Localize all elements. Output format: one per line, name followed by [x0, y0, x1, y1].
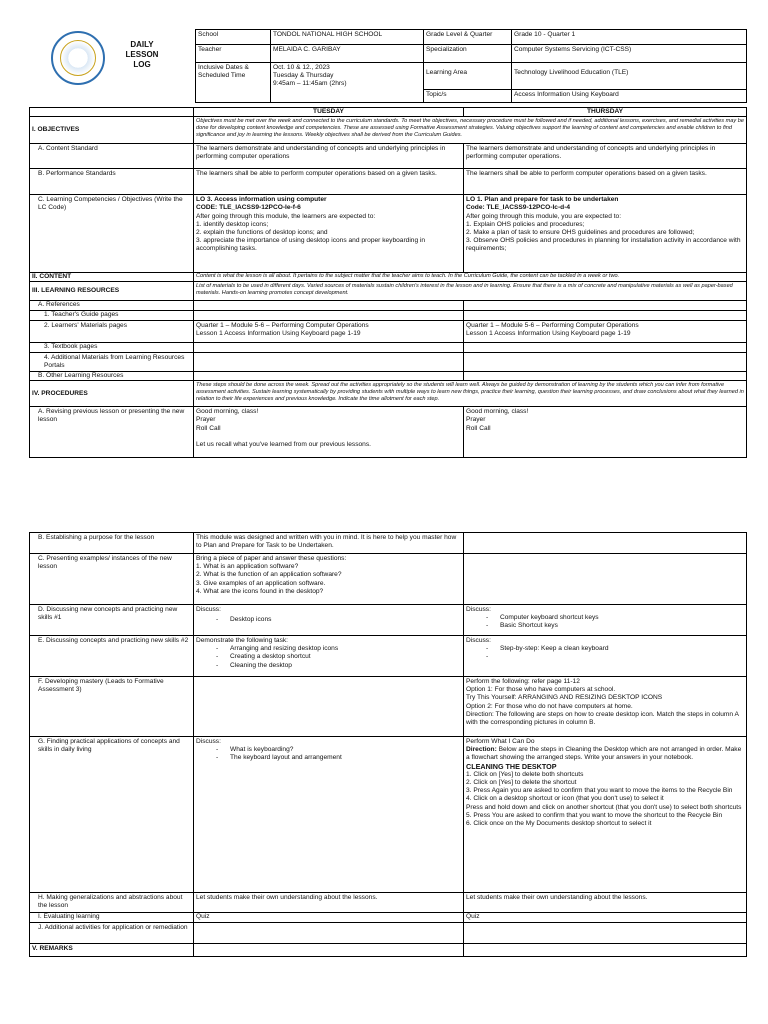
procedure-j-label: J. Additional activities for application or remediation	[30, 923, 194, 944]
lc-code: Code: TLE_IACSS9-12PCO-Ic-d-4	[466, 204, 571, 212]
textbook-pages-tue	[194, 342, 464, 352]
content-standard-tue: The learners demonstrate and understanding of concepts and underlying principles in performing computer operations	[194, 144, 464, 169]
procedure-d-thu	[464, 605, 747, 636]
proc-line: Prayer	[466, 416, 486, 424]
title-line: DAILY	[130, 40, 154, 49]
proc-line: Good morning, class!	[466, 408, 529, 416]
proc-line: Option 2: For those who do not have computers at home.	[466, 702, 633, 710]
bullet-item: - Computer keyboard shortcut keys	[486, 614, 599, 622]
other-resources-thu	[464, 372, 747, 381]
dates-line: 9:45am – 11:45am (2hrs)	[273, 80, 347, 88]
learning-competencies-label: C. Learning Competencies / Objectives (Write the LC Code)	[30, 195, 194, 273]
other-resources-tue	[194, 372, 464, 381]
proc-head: Discuss:	[196, 606, 221, 613]
section-remarks: V. REMARKS	[30, 944, 194, 957]
procedure-d-label: D. Discussing new concepts and practicing new skills #1	[30, 605, 194, 636]
additional-materials-tue	[194, 352, 464, 371]
procedure-g-tue	[194, 737, 464, 893]
step-line: 1. Click on [Yes] to delete both shortcuts	[466, 770, 584, 778]
procedure-b-thu	[464, 533, 747, 554]
remarks-tue	[194, 944, 464, 957]
teacher-label: Teacher	[196, 45, 271, 63]
learners-materials-tue	[194, 320, 464, 342]
teachers-guide-label: 1. Teacher's Guide pages	[30, 310, 194, 320]
bullet-item: - Cleaning the desktop	[216, 661, 292, 669]
school-label: School	[196, 30, 271, 45]
header-table	[195, 29, 747, 103]
proc-line: Perform the following: refer page 11-12	[466, 678, 580, 685]
procedure-i-label: I. Evaluating learning	[30, 913, 194, 923]
step-line: 4. Click on a desktop shortcut or icon (that you don't use) to select it	[466, 795, 664, 803]
procedure-i-thu: Quiz	[464, 913, 747, 923]
bullet-item: - Creating a desktop shortcut	[216, 653, 311, 661]
references-tue	[194, 301, 464, 310]
lc-line: 1. Explain OHS policies and procedures;	[466, 220, 585, 228]
day-header-thursday: THURSDAY	[464, 108, 747, 117]
step-line: 6. Click once on the My Documents desktop shortcut to select it	[466, 820, 652, 828]
proc-line: Try This Yourself: ARRANGING AND RESIZING DESKTOP ICONS	[466, 694, 663, 702]
lc-line: After going through this module, the learners are expected to:	[196, 212, 376, 220]
step-line: 3. Press Again you are asked to confirm that you want to move the items to the Recycle Bin	[466, 787, 733, 795]
proc-line: Roll Call	[196, 424, 221, 432]
proc-line	[196, 433, 461, 441]
proc-line: 3. Give examples of an application software.	[196, 579, 326, 587]
lc-line: 3. appreciate the importance of using desktop icons and proper keyboarding in accomplishing tasks.	[196, 237, 426, 253]
daily-lesson-log-title	[124, 40, 160, 70]
lc-code: CODE: TLE_IACSS9-12PCO-Ie-f-6	[196, 204, 301, 212]
procedure-f-tue	[194, 677, 464, 737]
procedure-b-tue: This module was designed and written with you in mind. It is here to help you master how to Plan and Prepare for Task to be Undertaken.	[194, 533, 464, 554]
bullet-text: Cleaning the desktop	[230, 661, 292, 669]
title-line: LOG	[133, 60, 151, 69]
lc-line: 3. Observe OHS policies and procedures in planning for installation activity in accordance with requirements;	[466, 237, 741, 253]
direction-text: Below are the steps in Cleaning the Desktop which are not arranged in order. Make a flowchart showing the arranged steps. Write your answers in your notebook.	[466, 746, 742, 762]
title-line: LESSON	[125, 50, 159, 59]
lm-line: Lesson 1 Access Information Using Keyboard page 1-19	[466, 329, 631, 337]
objectives-note: Objectives must be met over the week and connected to the curriculum standards. To meet the objectives, necessary procedure must be followed and if needed, additional lessons, exercises, and remedial activities may be done for developing content knowledge and competencies. These are assessed using Formative Assessment strategies. Valuing objectives support the learning of content and competencies and enable children to find significance and joy in learning the lessons. Weekly objectives shall be derived from the Curriculum Guides.	[194, 117, 747, 144]
proc-head: Demonstrate the following task:	[196, 637, 288, 644]
area-value: Technology Livelihood Education (TLE)	[512, 63, 747, 90]
topics-label: Topic/s	[424, 90, 512, 103]
content-standard-label: A. Content Standard	[30, 144, 194, 169]
lm-line: Quarter 1 – Module 5-6 – Performing Computer Operations	[466, 321, 639, 329]
proc-line: 4. What are the icons found in the desktop?	[196, 587, 324, 595]
dates-line: Oct. 10 & 12., 2023	[273, 64, 330, 71]
school-value: TONDOL NATIONAL HIGH SCHOOL	[271, 30, 424, 45]
direction-label: Direction:	[466, 746, 497, 754]
teachers-guide-thu	[464, 310, 747, 320]
procedure-e-label: E. Discussing concepts and practicing new skills #2	[30, 636, 194, 677]
content-standard-thu: The learners demonstrate and understanding of concepts and underlying principles in performing computer operations.	[464, 144, 747, 169]
references-label: A. References	[30, 301, 194, 310]
bullet-text: Arranging and resizing desktop icons	[230, 645, 339, 653]
step-line: Press and hold down and click on another shortcut (that you don't use) to select both shortcuts	[466, 803, 742, 811]
bullet-item: -	[486, 653, 489, 661]
procedure-h-tue: Let students make their own understanding about the lessons.	[194, 893, 464, 913]
performance-standards-tue: The learners shall be able to perform computer operations based on a given tasks.	[194, 169, 464, 195]
procedure-g-label: G. Finding practical applications of concepts and skills in daily living	[30, 737, 194, 893]
bullet-text: Desktop icons	[230, 616, 272, 624]
bullet-item: - Desktop icons	[216, 616, 272, 624]
textbook-pages-label: 3. Textbook pages	[30, 342, 194, 352]
grade-label: Grade Level & Quarter	[424, 30, 512, 45]
proc-head: Discuss:	[196, 738, 221, 745]
procedure-j-tue	[194, 923, 464, 944]
bullet-item: - Arranging and resizing desktop icons	[216, 645, 339, 653]
procedure-e-tue	[194, 636, 464, 677]
blank-corner	[30, 108, 194, 117]
bullet-item: - The keyboard layout and arrangement	[216, 754, 342, 762]
bullet-text: The keyboard layout and arrangement	[230, 754, 342, 762]
procedure-e-thu	[464, 636, 747, 677]
procedure-c-label: C. Presenting examples/ instances of the new lesson	[30, 554, 194, 605]
lc-title: LO 3. Access information using computer	[196, 196, 327, 204]
step-line: 2. Click on [Yes] to delete the shortcut	[466, 779, 577, 787]
proc-line: Prayer	[196, 416, 216, 424]
performance-standards-thu: The learners shall be able to perform computer operations based on a given tasks.	[464, 169, 747, 195]
proc-line: Option 1: For those who have computers at school.	[466, 686, 616, 694]
deped-seal-logo	[51, 31, 105, 85]
topics-value: Access Information Using Keyboard	[512, 90, 747, 103]
bullet-text: Basic Shortcut keys	[500, 622, 558, 630]
area-label: Learning Area	[424, 63, 512, 90]
proc-line: Good morning, class!	[196, 408, 259, 416]
learners-materials-thu	[464, 320, 747, 342]
step-line: 5. Press You are asked to confirm that you want to move the shortcut to the Recycle Bin	[466, 811, 723, 819]
spec-label: Specialization	[424, 45, 512, 63]
teachers-guide-tue	[194, 310, 464, 320]
direction-paragraph	[466, 746, 744, 762]
proc-line: Bring a piece of paper and answer these questions:	[196, 555, 347, 562]
learners-materials-label: 2. Learners' Materials pages	[30, 320, 194, 342]
dates-line: Tuesday & Thursday	[273, 72, 334, 80]
bullet-text: Step-by-step: Keep a clean keyboard	[500, 645, 609, 653]
procedure-a-label: A. Revising previous lesson or presenting the new lesson	[30, 407, 194, 458]
textbook-pages-thu	[464, 342, 747, 352]
spec-value: Computer Systems Servicing (ICT-CSS)	[512, 45, 747, 63]
procedure-c-tue	[194, 554, 464, 605]
proc-line: Let us recall what you've learned from our previous lessons.	[196, 440, 371, 448]
procedures-note: These steps should be done across the week. Spread out the activities appropriately so the students will learn well. Always be guided by demonstration of learning by the students which you can infer from formative assessment activities. Sustain learning systematically by providing students with multiple ways to learn new things, practice their learning, question their learning processes, and draw conclusions about what they learned in relation to their life experiences and previous knowledge. Indicate the time allotment for each step.	[194, 381, 747, 407]
lesson-table-page2	[29, 532, 747, 957]
day-header-tuesday: TUESDAY	[194, 108, 464, 117]
teacher-value: MELAIDA C. GARIBAY	[271, 45, 424, 63]
proc-head: Perform What I Can Do	[466, 738, 535, 745]
procedure-f-thu	[464, 677, 747, 737]
resources-note: List of materials to be used in different days. Varied sources of materials sustain children's interest in the lesson and in learning. Ensure that there is a mix of concrete and manipulative materials as well as paper-based materials. Hands-on learning promotes concept development.	[194, 282, 747, 301]
learning-competencies-thu	[464, 195, 747, 273]
proc-line: Direction: The following are steps on how to create desktop icon. Match the steps in column A with the corresponding pictures in column B.	[466, 710, 739, 727]
procedure-d-tue	[194, 605, 464, 636]
proc-line: 1. What is an application software?	[196, 563, 299, 571]
learning-competencies-tue	[194, 195, 464, 273]
other-resources-label: B. Other Learning Resources	[30, 372, 194, 381]
bullet-text: Creating a desktop shortcut	[230, 653, 311, 661]
bullet-item: - Basic Shortcut keys	[486, 622, 558, 630]
procedure-f-label: F. Developing mastery (Leads to Formative Assessment 3)	[30, 677, 194, 737]
lc-title: LO 1. Plan and prepare for task to be undertaken	[466, 196, 619, 204]
grade-value: Grade 10 - Quarter 1	[512, 30, 747, 45]
procedure-b-label: B. Establishing a purpose for the lesson	[30, 533, 194, 554]
procedure-g-thu	[464, 737, 747, 893]
performance-standards-label: B. Performance Standards	[30, 169, 194, 195]
bullet-item: - What is keyboarding?	[216, 746, 294, 754]
bullet-item: - Step-by-step: Keep a clean keyboard	[486, 645, 609, 653]
procedure-a-tue	[194, 407, 464, 458]
section-learning-resources: III. LEARNING RESOURCES	[30, 282, 194, 301]
section-content: II. CONTENT	[30, 273, 194, 282]
proc-line: 2. What is the function of an application software?	[196, 571, 342, 579]
dates-value	[271, 63, 424, 103]
procedure-h-label: H. Making generalizations and abstractions about the lesson	[30, 893, 194, 913]
proc-line: Roll Call	[466, 424, 491, 432]
procedure-h-thu: Let students make their own understanding about the lessons.	[464, 893, 747, 913]
dates-label: Inclusive Dates & Scheduled Time	[196, 63, 271, 103]
section-procedures: IV. PROCEDURES	[30, 381, 194, 407]
procedure-c-thu	[464, 554, 747, 605]
proc-head: Discuss:	[466, 637, 491, 644]
procedure-i-tue: Quiz	[194, 913, 464, 923]
proc-head: Discuss:	[466, 606, 491, 613]
content-note: Content is what the lesson is all about. It pertains to the subject matter that the teacher aims to teach. In the Curriculum Guide, the content can be tackled in a week or two.	[194, 273, 747, 282]
additional-materials-thu	[464, 352, 747, 371]
lm-line: Lesson 1 Access Information Using Keyboard page 1-19	[196, 329, 361, 337]
lc-line: 2. explain the functions of desktop icons; and	[196, 229, 328, 237]
references-thu	[464, 301, 747, 310]
procedure-a-thu	[464, 407, 747, 458]
additional-materials-label: 4. Additional Materials from Learning Resources Portals	[30, 352, 194, 371]
bullet-text: What is keyboarding?	[230, 746, 294, 754]
cleaning-desktop-title: CLEANING THE DESKTOP	[466, 761, 557, 771]
lm-line: Quarter 1 – Module 5-6 – Performing Computer Operations	[196, 321, 369, 329]
lesson-table-page1	[29, 107, 747, 458]
remarks-thu	[464, 944, 747, 957]
lc-line: After going through this module, you are expected to:	[466, 212, 622, 220]
procedure-j-thu	[464, 923, 747, 944]
lc-line: 2. Make a plan of task to ensure OHS guidelines and procedures are followed;	[466, 229, 695, 237]
bullet-text: Computer keyboard shortcut keys	[500, 614, 599, 622]
section-objectives: I. OBJECTIVES	[30, 117, 194, 144]
lc-line: 1. identify desktop icons;	[196, 220, 269, 228]
